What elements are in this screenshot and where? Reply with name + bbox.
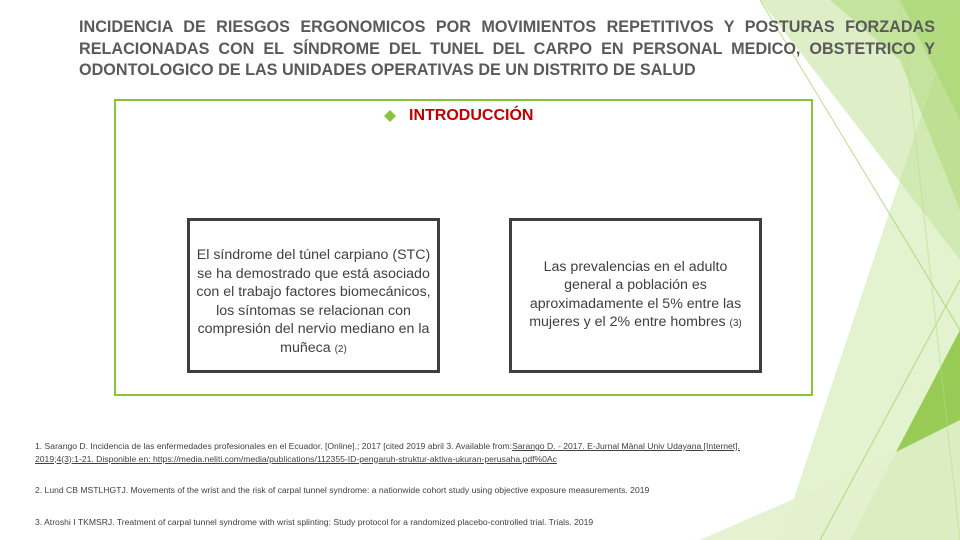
info-box-text bbox=[518, 258, 753, 334]
citation-marker: (2) bbox=[334, 343, 347, 355]
info-box-body: Las prevalencias en el adulto general a población es aproximadamente el 5% entre las mujeres y el 2% entre hombres bbox=[529, 258, 742, 330]
info-box-prevalence bbox=[509, 218, 762, 373]
reference-2: 2. Lund CB MSTLHGTJ. Movements of the wrist and the risk of carpal tunnel syndrome: a nationwide cohort study using objective exposure measurements. 2019 bbox=[35, 485, 650, 495]
diamond-bullet-icon bbox=[384, 110, 396, 122]
reference-1-text: 1. Sarango D. Incidencia de las enfermedades profesionales en el Ecuador. [Online].; 2017 [cited 2019 abril 3. Available from: bbox=[35, 441, 513, 451]
info-box-stc bbox=[187, 218, 440, 373]
reference-1-link[interactable]: Sarango D. - 2017. E-Jurnal Mānal Univ Udayana [Internet]. 2019;4(3):1-21. Disponible en: https://media.neliti.com/media/publications/112355-ID-pengaruh-struktur-aktiva-ukuran-perusaha.pdf%0Ac bbox=[35, 441, 740, 464]
info-box-body: El síndrome del túnel carpiano (STC) se ha demostrado que está asociado con el trabajo factores biomecánicos, los síntomas se relacionan con compresión del nervio mediano en la muñeca bbox=[196, 247, 431, 356]
info-box-text bbox=[196, 246, 431, 359]
section-heading: INTRODUCCIÓN bbox=[409, 107, 534, 124]
reference-3: 3. Atroshi I TKMSRJ. Treatment of carpal tunnel syndrome with wrist splinting: Study protocol for a randomized placebo-controlled trial. Trials. 2019 bbox=[35, 517, 594, 527]
reference-1 bbox=[35, 440, 755, 465]
slide-title: INCIDENCIA DE RIESGOS ERGONOMICOS POR MOVIMIENTOS REPETITIVOS Y POSTURAS FORZADAS RELACIONADAS CON EL SÍNDROME DEL TUNEL DEL CARPO EN PERSONAL MEDICO, OBSTETRICO Y ODONTOLOGICO DE LAS UNIDADES OPERATIVAS DE UN DISTRITO DE SALUD bbox=[79, 18, 935, 79]
citation-marker: (3) bbox=[729, 318, 742, 329]
